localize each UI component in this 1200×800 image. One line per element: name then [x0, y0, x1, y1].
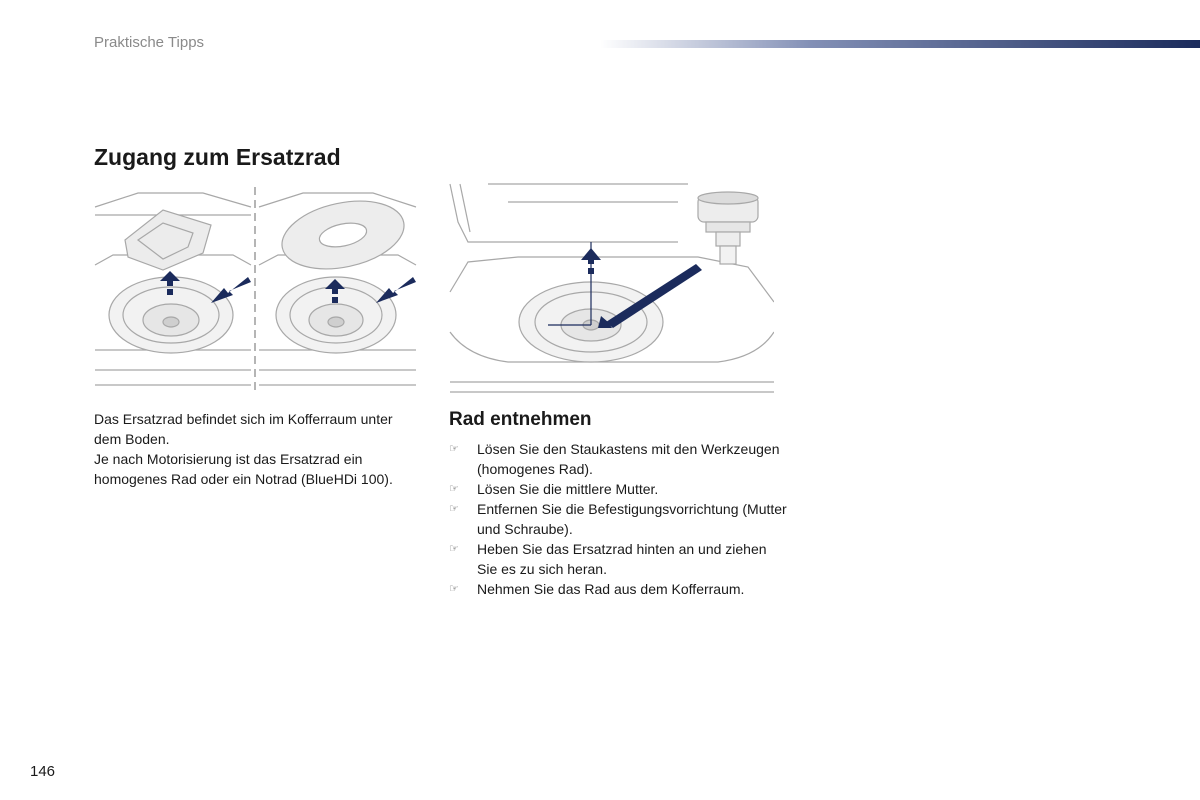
header-bar [600, 40, 1200, 48]
step-text: Heben Sie das Ersatzrad hinten an und ziehen Sie es zu sich heran. [477, 541, 767, 577]
page-title: Zugang zum Ersatzrad [94, 144, 341, 170]
section-label: Praktische Tipps [94, 34, 205, 51]
list-item [449, 499, 789, 539]
intro-paragraph-2: Je nach Motorisierung ist das Ersatzrad ein homogenes Rad oder ein Notrad (BlueHDi 100). [94, 451, 393, 487]
wheel-removal-illustration [448, 182, 774, 398]
pointing-hand-icon: ☞ [449, 443, 459, 455]
list-item [449, 479, 789, 499]
pointing-hand-icon: ☞ [449, 483, 459, 495]
intro-text [94, 409, 414, 489]
step-text: Lösen Sie die mittlere Mutter. [477, 481, 659, 497]
removal-heading: Rad entnehmen [449, 409, 592, 430]
page-number: 146 [30, 763, 56, 780]
list-item [449, 539, 789, 579]
step-text: Entfernen Sie die Befestigungsvorrichtung (Mutter und Schraube). [477, 501, 787, 537]
intro-paragraph-1: Das Ersatzrad befindet sich im Kofferraum unter dem Boden. [94, 411, 393, 447]
list-item [449, 439, 789, 479]
pointing-hand-icon: ☞ [449, 543, 459, 555]
list-item [449, 579, 789, 599]
pointing-hand-icon: ☞ [449, 503, 459, 515]
pointing-hand-icon: ☞ [449, 583, 459, 595]
step-text: Lösen Sie den Staukastens mit den Werkzeugen (homogenes Rad). [477, 441, 780, 477]
step-text: Nehmen Sie das Rad aus dem Kofferraum. [477, 581, 745, 597]
removal-steps-list [449, 439, 789, 599]
spare-wheel-access-illustration [93, 185, 418, 395]
